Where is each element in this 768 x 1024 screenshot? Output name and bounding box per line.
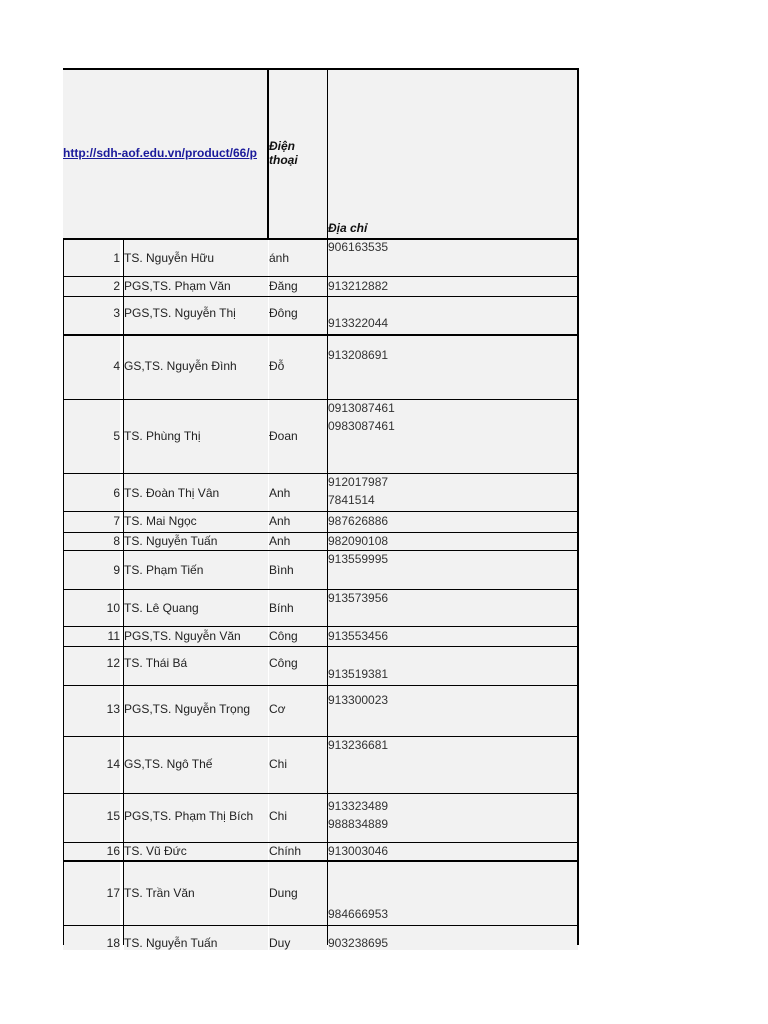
lecturer-name: GS,TS. Ngô Thế	[124, 737, 268, 793]
lecturer-name: PGS,TS. Phạm Thị Bích	[124, 794, 268, 842]
header-cell-url	[63, 69, 268, 238]
lecturer-name: TS. Phạm Tiến	[124, 551, 268, 589]
row-number: 6	[63, 474, 120, 511]
table-row	[0, 686, 600, 736]
phone-cell	[328, 926, 578, 950]
row-number: 13	[63, 686, 120, 736]
phone-cell	[328, 686, 578, 736]
given-name: Đoan	[269, 400, 327, 473]
given-name: Chi	[269, 794, 327, 842]
lecturer-name: TS. Phùng Thị	[124, 400, 268, 473]
grid-line-h	[63, 473, 579, 474]
given-name: Anh	[269, 474, 327, 511]
row-number: 4	[63, 336, 120, 399]
given-name: Dung	[269, 862, 327, 925]
table-row	[0, 737, 600, 793]
phone-number: 913208691	[328, 348, 389, 362]
lecturer-name: PGS,TS. Nguyễn Thị	[124, 297, 268, 334]
phone-cell	[328, 794, 578, 842]
lecturer-name: TS. Nguyễn Hữu	[124, 239, 268, 276]
grid-line-h	[63, 532, 579, 533]
row-number: 11	[63, 627, 120, 646]
header-phone-line1: Điện	[269, 139, 296, 153]
grid-line-h	[63, 589, 579, 590]
row-number: 7	[63, 512, 120, 532]
phone-number: 912017987	[328, 475, 389, 489]
phone-number: 913300023	[328, 693, 389, 707]
lecturer-name: TS. Nguyễn Tuấn	[124, 926, 268, 950]
row-number: 5	[63, 400, 120, 473]
header-address: Địa chỉ	[328, 221, 368, 235]
table-row	[0, 551, 600, 589]
row-number: 10	[63, 590, 120, 626]
grid-line-h	[63, 296, 579, 297]
grid-line-h	[63, 860, 579, 862]
grid-line-h	[63, 399, 579, 400]
given-name: Chi	[269, 737, 327, 793]
lecturer-name: TS. Trần Văn	[124, 862, 268, 925]
phone-cell	[328, 277, 578, 296]
grid-line-h	[63, 685, 579, 686]
grid-line-h	[63, 626, 579, 627]
lecturer-name: PGS,TS. Nguyễn Trọng	[124, 686, 268, 736]
lecturer-name: TS. Vũ Đức	[124, 843, 268, 860]
given-name: Chính	[269, 843, 327, 860]
phone-number: 903238695	[328, 936, 389, 950]
phone-number: 984666953	[328, 907, 389, 921]
phone-number: 913553456	[328, 629, 389, 643]
table-row	[0, 590, 600, 626]
table-row	[0, 533, 600, 550]
grid-line-h	[63, 842, 579, 843]
phone-number: 913212882	[328, 279, 389, 293]
grid-line-v	[327, 69, 328, 945]
row-number: 17	[63, 862, 120, 925]
lecturer-name: TS. Đoàn Thị Vân	[124, 474, 268, 511]
table-row	[0, 336, 600, 399]
row-number: 15	[63, 794, 120, 842]
row-number: 14	[63, 737, 120, 793]
grid-line-h	[63, 925, 579, 926]
grid-line-h	[63, 736, 579, 737]
lecturer-name: PGS,TS. Phạm Văn	[124, 277, 268, 296]
phone-cell	[328, 737, 578, 793]
phone-number: 913323489	[328, 799, 389, 813]
given-name: Anh	[269, 533, 327, 550]
grid-line-h	[63, 550, 579, 551]
table-row	[0, 297, 600, 334]
url-link[interactable]: http://sdh-aof.edu.vn/product/66/p	[63, 146, 257, 160]
phone-cell	[328, 647, 578, 685]
grid-line-h	[63, 334, 579, 336]
lecturer-name: GS,TS. Nguyễn Đình	[124, 336, 268, 399]
grid-line-h	[63, 646, 579, 647]
row-number: 2	[63, 277, 120, 296]
phone-cell	[328, 862, 578, 925]
header-cell-address	[328, 69, 578, 238]
phone-number: 913236681	[328, 738, 389, 752]
table-row	[0, 512, 600, 532]
row-number: 3	[63, 297, 120, 334]
lecturer-name: TS. Mai Ngọc	[124, 512, 268, 532]
grid-line-h	[63, 68, 579, 70]
given-name: Đăng	[269, 277, 327, 296]
grid-line-v	[267, 69, 269, 239]
phone-cell	[328, 239, 578, 276]
table-row	[0, 627, 600, 646]
header-phone-line2: thoại	[269, 153, 298, 167]
phone-cell	[328, 843, 578, 860]
given-name: Công	[269, 627, 327, 646]
table-row	[0, 400, 600, 473]
grid-line-h	[63, 276, 579, 277]
phone-cell	[328, 336, 578, 399]
phone-number: 906163535	[328, 240, 389, 254]
table-row	[0, 239, 600, 276]
phone-cell	[328, 297, 578, 334]
phone-cell	[328, 551, 578, 589]
row-number: 18	[63, 926, 120, 950]
phone-number: 913559995	[328, 552, 389, 566]
given-name: ánh	[269, 239, 327, 276]
row-number: 12	[63, 647, 120, 685]
given-name: Công	[269, 647, 327, 685]
phone-cell	[328, 590, 578, 626]
given-name: Bính	[269, 590, 327, 626]
grid-line-v	[577, 69, 579, 945]
phone-cell	[328, 512, 578, 532]
phone-number: 0983087461	[328, 419, 395, 433]
row-number: 1	[63, 239, 120, 276]
row-number: 16	[63, 843, 120, 860]
phone-number: 982090108	[328, 534, 389, 548]
table-row	[0, 926, 600, 950]
lecturer-name: TS. Thái Bá	[124, 647, 268, 685]
phone-number: 913003046	[328, 844, 389, 858]
table-row	[0, 862, 600, 925]
given-name: Bình	[269, 551, 327, 589]
given-name: Đông	[269, 297, 327, 334]
grid-line-h	[63, 793, 579, 794]
table-row	[0, 277, 600, 296]
phone-cell	[328, 474, 578, 511]
phone-number: 0913087461	[328, 401, 395, 415]
row-number: 9	[63, 551, 120, 589]
grid-line-h	[63, 511, 579, 512]
grid-line-h	[63, 238, 579, 240]
table-row	[0, 474, 600, 511]
table-row	[0, 647, 600, 685]
header-cell-phone	[269, 69, 327, 238]
lecturer-name: PGS,TS. Nguyễn Văn	[124, 627, 268, 646]
phone-number: 7841514	[328, 493, 375, 507]
phone-number: 913322044	[328, 316, 389, 330]
table-row	[0, 794, 600, 842]
given-name: Đỗ	[269, 336, 327, 399]
phone-number: 987626886	[328, 514, 389, 528]
phone-cell	[328, 400, 578, 473]
row-number: 8	[63, 533, 120, 550]
grid-line-v	[123, 238, 124, 945]
lecturer-name: TS. Lê Quang	[124, 590, 268, 626]
phone-number: 913573956	[328, 591, 389, 605]
grid-line-v	[63, 238, 64, 945]
phone-cell	[328, 627, 578, 646]
given-name: Anh	[269, 512, 327, 532]
given-name: Duy	[269, 926, 327, 950]
given-name: Cơ	[269, 686, 327, 736]
phone-cell	[328, 533, 578, 550]
phone-number: 988834889	[328, 817, 389, 831]
table-row	[0, 843, 600, 860]
lecturer-name: TS. Nguyễn Tuấn	[124, 533, 268, 550]
phone-number: 913519381	[328, 667, 389, 681]
